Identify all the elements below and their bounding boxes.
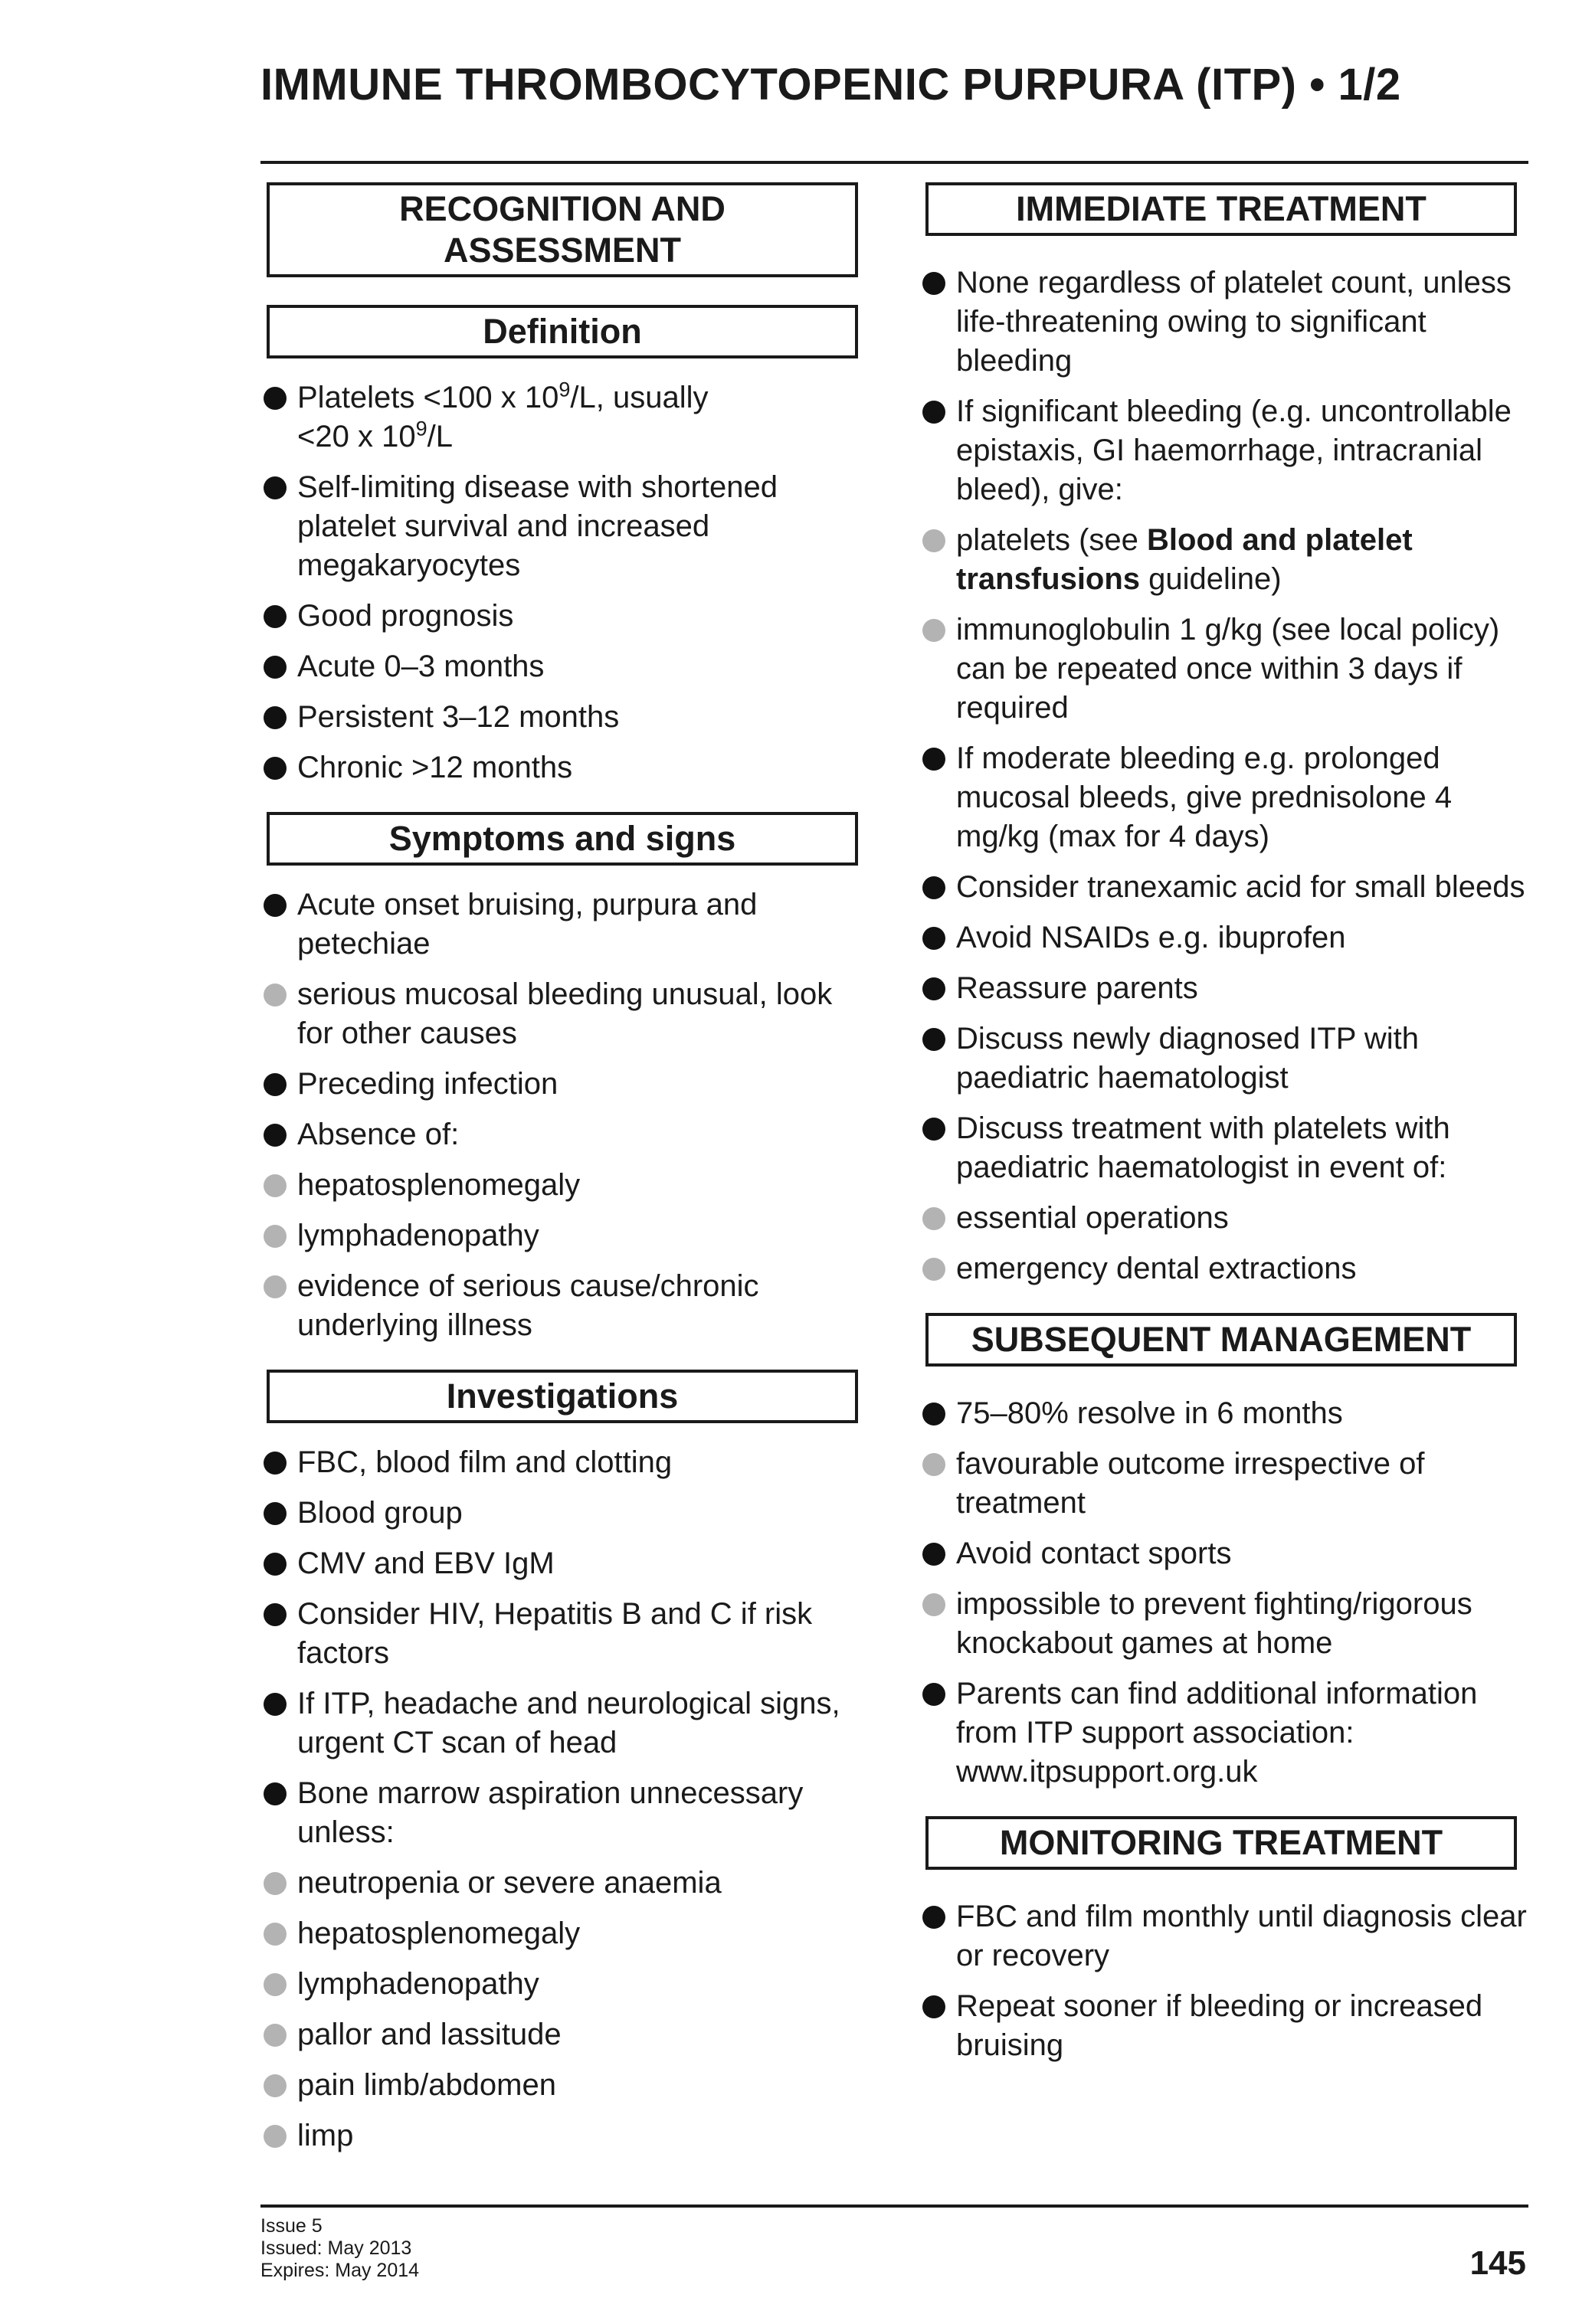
bullet-icon: [264, 605, 287, 628]
left-column: [260, 182, 866, 2180]
list-item: emergency dental extractions: [919, 1249, 1532, 1288]
sub-bullet-icon: [264, 1225, 287, 1248]
bullet-icon: [922, 272, 945, 295]
bullet-icon: [922, 1028, 945, 1051]
bullet-icon: [264, 1693, 287, 1716]
bullet-icon: [922, 1118, 945, 1141]
list-item: neutropenia or severe anaemia: [260, 1864, 866, 1903]
sub-bullet-icon: [264, 1923, 287, 1946]
bullet-icon: [922, 1683, 945, 1706]
sub-bullet-icon: [922, 529, 945, 552]
list-item: Avoid contact sports: [919, 1534, 1532, 1573]
issued-date: Issued: May 2013: [260, 2237, 412, 2259]
bullet-icon: [922, 1543, 945, 1566]
sub-bullet-icon: [922, 1207, 945, 1230]
bullet-icon: [922, 876, 945, 899]
bullet-icon: [922, 748, 945, 771]
bullet-icon: [922, 1403, 945, 1425]
guideline-link-text: Blood and platelet transfusions: [956, 523, 1413, 596]
issue-info: [260, 2215, 419, 2282]
bullet-icon: [264, 1452, 287, 1475]
list-item: FBC and film monthly until diagnosis clear or recovery: [919, 1897, 1532, 1975]
list-item: If ITP, headache and neurological signs, urgent CT scan of head: [260, 1684, 866, 1763]
list-item: immunoglobulin 1 g/kg (see local policy) can be repeated once within 3 days if required: [919, 610, 1532, 728]
page-title: IMMUNE THROMBOCYTOPENIC PURPURA (ITP) • 1/2: [260, 60, 1401, 110]
sub-bullet-icon: [264, 1174, 287, 1197]
list-item: [260, 378, 866, 457]
bullet-icon: [264, 894, 287, 917]
bullet-icon: [264, 757, 287, 780]
list-item: Self-limiting disease with shortened platelet survival and increased megakaryocytes: [260, 468, 866, 585]
sub-bullet-icon: [264, 2024, 287, 2047]
platelets-guideline-ref: platelets (see Blood and platelet transfusions guideline): [956, 523, 1413, 596]
list-item: Reassure parents: [919, 969, 1532, 1008]
sub-bullet-icon: [264, 2074, 287, 2097]
list-item: If significant bleeding (e.g. uncontrollable epistaxis, GI haemorrhage, intracranial bleed), give:: [919, 392, 1532, 509]
list-item: Preceding infection: [260, 1065, 866, 1104]
list-item: Consider tranexamic acid for small bleeds: [919, 868, 1532, 907]
list-item: Discuss treatment with platelets with paediatric haematologist in event of:: [919, 1109, 1532, 1187]
bullet-icon: [922, 401, 945, 424]
header-divider: [260, 161, 1528, 164]
bullet-icon: [922, 977, 945, 1000]
bullet-icon: [264, 1124, 287, 1147]
sub-bullet-icon: [922, 1453, 945, 1476]
bullet-icon: [264, 476, 287, 499]
list-item: Discuss newly diagnosed ITP with paediatric haematologist: [919, 1020, 1532, 1098]
sub-bullet-icon: [264, 1973, 287, 1996]
list-item: Consider HIV, Hepatitis B and C if risk factors: [260, 1595, 866, 1673]
bullet-icon: [922, 1995, 945, 2018]
list-item: lymphadenopathy: [260, 1965, 866, 2004]
bullet-icon: [264, 1502, 287, 1525]
bullet-icon: [264, 1603, 287, 1626]
sub-bullet-icon: [264, 984, 287, 1007]
sub-bullet-icon: [264, 2125, 287, 2148]
bullet-icon: [922, 927, 945, 950]
list-item: evidence of serious cause/chronic underlying illness: [260, 1267, 866, 1345]
bullet-icon: [922, 1906, 945, 1929]
page-number: 145: [1469, 2244, 1526, 2282]
bullet-icon: [264, 1073, 287, 1096]
section-heading-immediate-treatment: IMMEDIATE TREATMENT: [925, 182, 1517, 236]
section-heading-subsequent-management: SUBSEQUENT MANAGEMENT: [925, 1313, 1517, 1367]
sub-bullet-icon: [922, 1593, 945, 1616]
issue-number: Issue 5: [260, 2215, 323, 2237]
list-item: Bone marrow aspiration unnecessary unless:: [260, 1774, 866, 1852]
list-item: hepatosplenomegaly: [260, 1914, 866, 1953]
bullet-icon: [264, 1782, 287, 1805]
list-item: pallor and lassitude: [260, 2015, 866, 2054]
list-item: Avoid NSAIDs e.g. ibuprofen: [919, 918, 1532, 957]
list-item: Parents can find additional information from ITP support association: www.itpsupport.org.uk: [919, 1674, 1532, 1792]
list-item: FBC, blood film and clotting: [260, 1443, 866, 1482]
sub-bullet-icon: [264, 1275, 287, 1298]
bullet-icon: [264, 387, 287, 410]
list-item: None regardless of platelet count, unless life-threatening owing to significant bleeding: [919, 263, 1532, 381]
list-item: Good prognosis: [260, 597, 866, 636]
list-item: If moderate bleeding e.g. prolonged mucosal bleeds, give prednisolone 4 mg/kg (max for 4 days): [919, 739, 1532, 856]
list-item: Persistent 3–12 months: [260, 698, 866, 737]
subheading-investigations: Investigations: [267, 1370, 858, 1423]
list-item: pain limb/abdomen: [260, 2066, 866, 2105]
list-item: [919, 521, 1532, 599]
platelets-count-text: Platelets <100 x $10^9/L$, usually <20 x $10^9/L$: [297, 378, 709, 453]
list-item: favourable outcome irrespective of treatment: [919, 1445, 1532, 1523]
list-item: impossible to prevent fighting/rigorous knockabout games at home: [919, 1585, 1532, 1663]
footer-divider: [260, 2205, 1528, 2208]
sub-bullet-icon: [264, 1872, 287, 1895]
subheading-definition: Definition: [267, 305, 858, 358]
definition-list: [260, 378, 866, 787]
list-item: essential operations: [919, 1199, 1532, 1238]
list-item: serious mucosal bleeding unusual, look for other causes: [260, 975, 866, 1053]
right-column: [919, 182, 1532, 2090]
bullet-icon: [264, 656, 287, 679]
list-item: Chronic >12 months: [260, 748, 866, 787]
monitoring-treatment-list: [919, 1897, 1532, 2065]
list-item: Acute 0–3 months: [260, 647, 866, 686]
investigations-list: [260, 1443, 866, 2155]
list-item: 75–80% resolve in 6 months: [919, 1394, 1532, 1433]
list-item: Absence of:: [260, 1115, 866, 1154]
list-item: limp: [260, 2116, 866, 2155]
section-heading-recognition: RECOGNITION AND ASSESSMENT: [267, 182, 858, 277]
list-item: Blood group: [260, 1494, 866, 1533]
sub-bullet-icon: [922, 619, 945, 642]
subheading-symptoms-and-signs: Symptoms and signs: [267, 812, 858, 866]
list-item: CMV and EBV IgM: [260, 1544, 866, 1583]
list-item: hepatosplenomegaly: [260, 1166, 866, 1205]
immediate-treatment-list: [919, 263, 1532, 1288]
bullet-icon: [264, 1553, 287, 1576]
list-item: Repeat sooner if bleeding or increased bruising: [919, 1987, 1532, 2065]
symptoms-list: [260, 885, 866, 1345]
bullet-icon: [264, 706, 287, 729]
section-heading-monitoring-treatment: MONITORING TREATMENT: [925, 1816, 1517, 1870]
expiry-date: Expires: May 2014: [260, 2260, 420, 2281]
list-item: lymphadenopathy: [260, 1216, 866, 1255]
subsequent-management-list: [919, 1394, 1532, 1792]
sub-bullet-icon: [922, 1258, 945, 1281]
list-item: Acute onset bruising, purpura and petechiae: [260, 885, 866, 964]
